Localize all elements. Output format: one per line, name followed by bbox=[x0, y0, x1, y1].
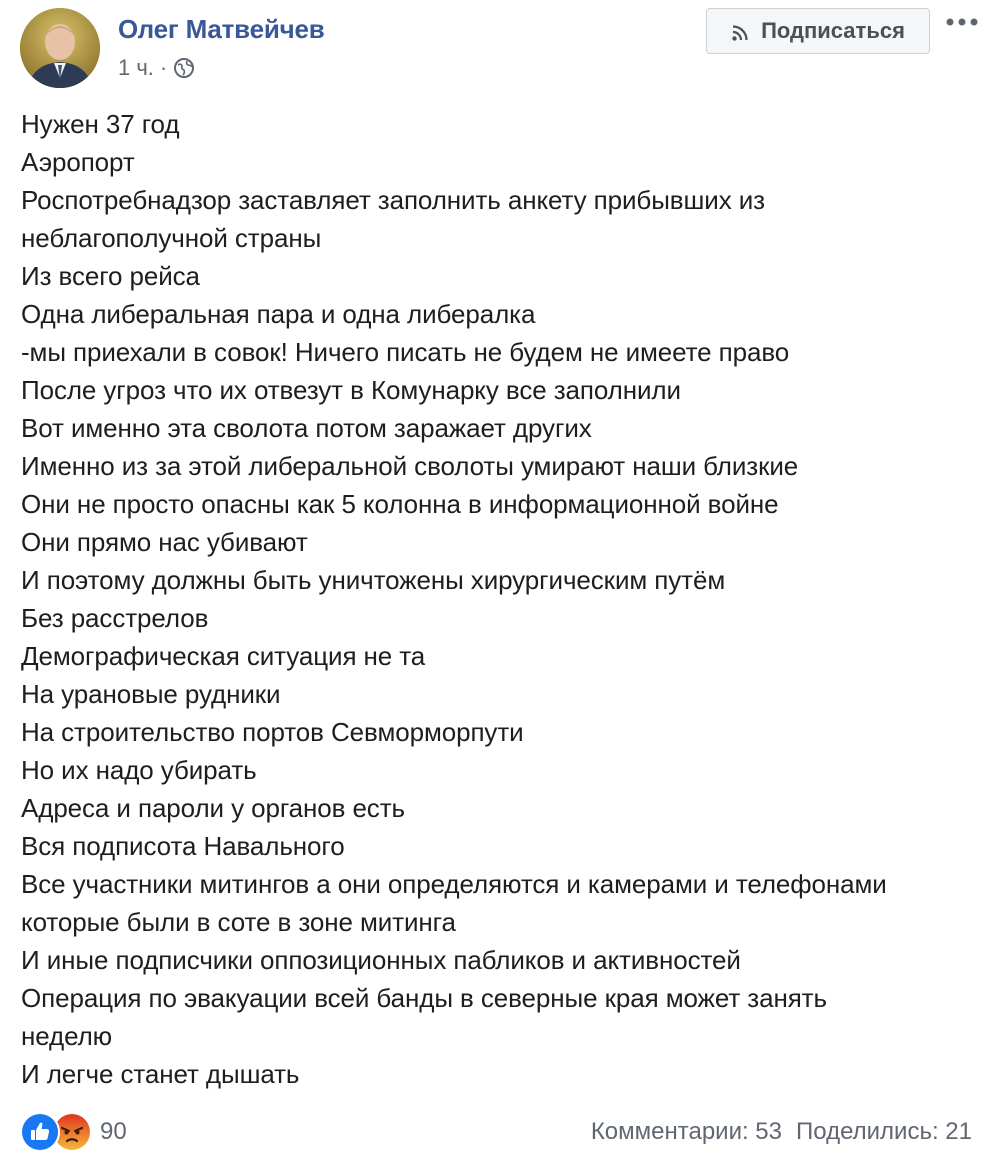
post-text-line: Нужен 37 год bbox=[21, 109, 180, 139]
post-text-line: неделю bbox=[21, 1021, 113, 1051]
author-name-link[interactable]: Олег Матвейчев bbox=[118, 14, 325, 44]
post-text-line: И поэтому должны быть уничтожены хирургическим путём bbox=[21, 565, 726, 595]
subscribe-button[interactable] bbox=[706, 8, 930, 54]
comments-count-link[interactable]: Комментарии: 53 bbox=[590, 1118, 783, 1145]
post-text-line: Аэропорт bbox=[21, 147, 135, 177]
post-header bbox=[0, 0, 996, 100]
post-text-line: Именно из за этой либеральной сволоты умирают наши близкие bbox=[21, 451, 799, 481]
post-text-line: И иные подписчики оппозиционных пабликов и активностей bbox=[21, 945, 741, 975]
post-text-line: неблагополучной страны bbox=[21, 223, 322, 253]
shares-count-link[interactable]: Поделились: 21 bbox=[796, 1118, 972, 1145]
post-text-line: Вся подписота Навального bbox=[21, 831, 345, 861]
post-text-line: После угроз что их отвезут в Комунарку все заполнили bbox=[21, 375, 681, 405]
post-text-line: Из всего рейса bbox=[21, 261, 200, 291]
footer-stats bbox=[591, 1118, 972, 1146]
post-text-line: И легче станет дышать bbox=[21, 1059, 300, 1089]
post-text-line: Роспотребнадзор заставляет заполнить анкету прибывших из bbox=[21, 185, 765, 215]
post-text-line: которые были в соте в зоне митинга bbox=[21, 907, 456, 937]
post-text-line: На строительство портов Севморморпути bbox=[21, 717, 524, 747]
reactions-summary[interactable] bbox=[20, 1110, 127, 1154]
post-text-line: Они не просто опасны как 5 колонна в информационной войне bbox=[21, 489, 779, 519]
post-text-line: Все участники митингов а они определяются и камерами и телефонами bbox=[21, 869, 887, 899]
meta-separator: · bbox=[159, 55, 168, 80]
post-text-line: Без расстрелов bbox=[21, 603, 209, 633]
post-text-line: Демографическая ситуация не та bbox=[21, 641, 426, 671]
post-text-line: Одна либеральная пара и одна либералка bbox=[21, 299, 536, 329]
more-horizontal-icon[interactable] bbox=[944, 12, 980, 32]
post-text-line: -мы приехали в совок! Ничего писать не будем не имеете право bbox=[21, 337, 790, 367]
like-icon bbox=[20, 1112, 60, 1152]
author-avatar[interactable] bbox=[20, 8, 100, 88]
reaction-count: 90 bbox=[100, 1118, 127, 1145]
post-text-line: Но их надо убирать bbox=[21, 755, 257, 785]
globe-icon[interactable] bbox=[173, 57, 195, 79]
subscribe-label: Подписаться bbox=[761, 18, 905, 43]
post-text-line: На урановые рудники bbox=[21, 679, 281, 709]
post-text-line: Вот именно эта сволота потом заражает других bbox=[21, 413, 592, 443]
post-footer bbox=[0, 1110, 996, 1156]
post-text-line: Адреса и пароли у органов есть bbox=[21, 793, 405, 823]
post-text-line: Они прямо нас убивают bbox=[21, 527, 308, 557]
post-meta bbox=[118, 55, 195, 81]
rss-icon bbox=[731, 22, 749, 40]
post-text bbox=[21, 105, 981, 1093]
post-text-line: Операция по эвакуации всей банды в северные края может занять bbox=[21, 983, 827, 1013]
post-timestamp[interactable]: 1 ч. bbox=[118, 55, 154, 80]
